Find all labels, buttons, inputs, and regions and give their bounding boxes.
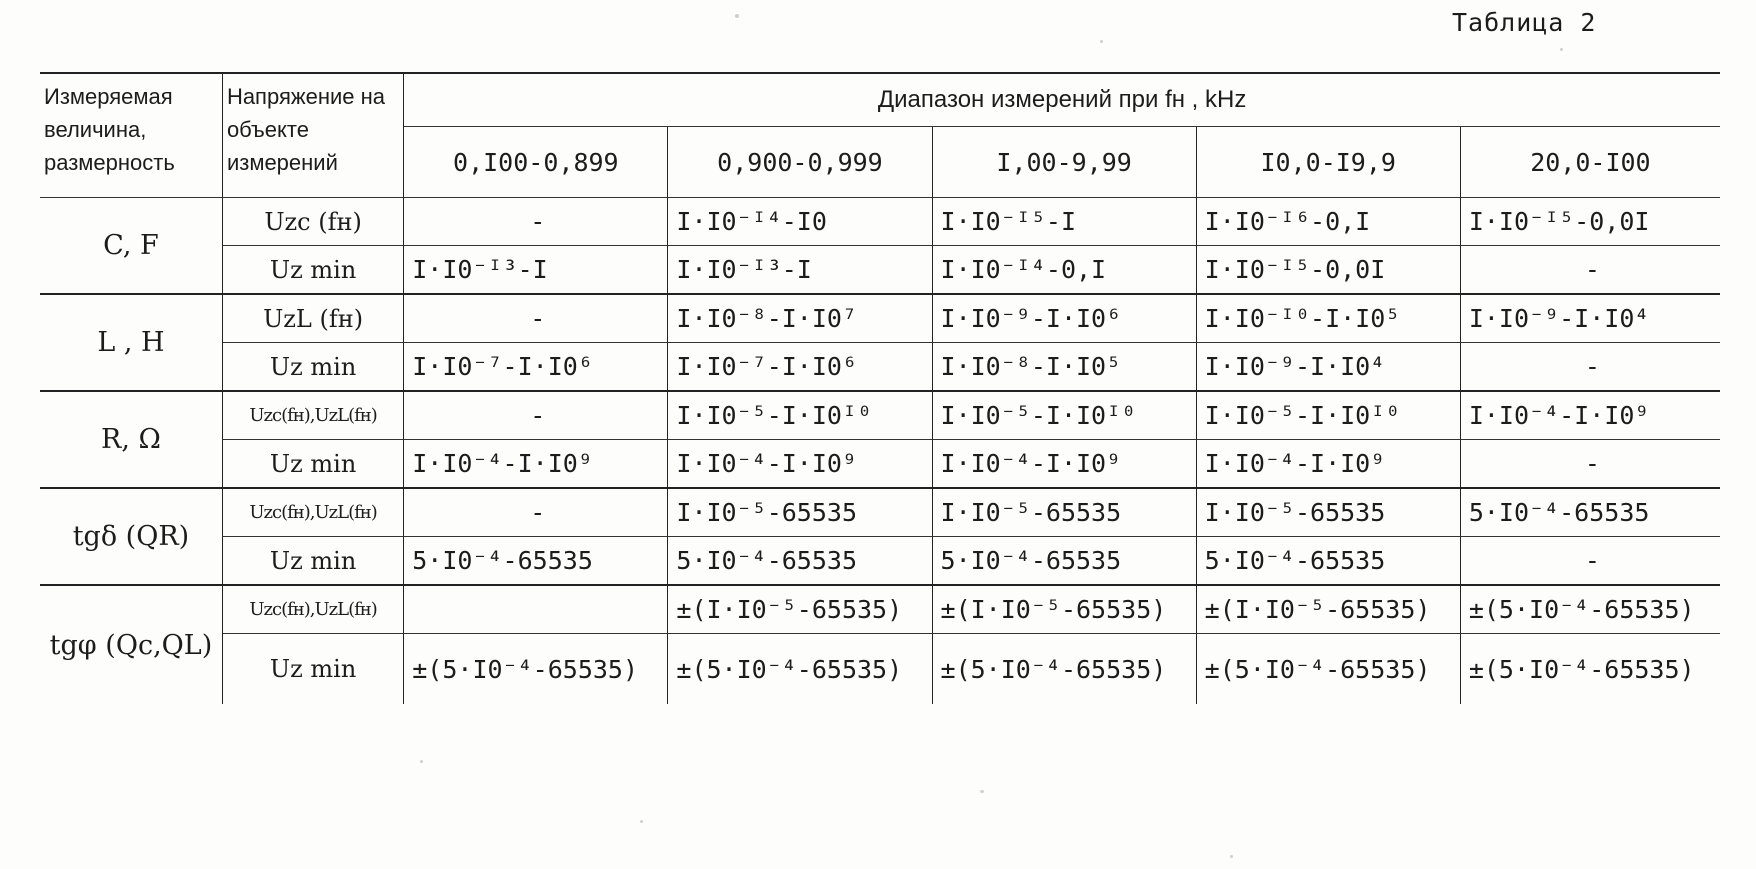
range-value-cell: - (1460, 537, 1720, 586)
quantity-cell: tgφ (Qc,QL) (40, 585, 222, 704)
range-value-cell: ±(5·I0⁻⁴-65535) (404, 634, 668, 705)
range-value-cell: I·I0⁻ᴵ⁵-0,0I (1196, 246, 1460, 295)
range-value-cell: - (404, 198, 668, 246)
range-value-cell: 5·I0⁻⁴-65535 (404, 537, 668, 586)
voltage-condition-cell: Uzc(fн),UzL(fн) (222, 585, 403, 634)
range-value-cell: I·I0⁻⁸-I·I0⁷ (668, 294, 932, 343)
header-quantity: Измеряемая величина, размерность (40, 73, 222, 198)
range-value-cell: - (1460, 440, 1720, 489)
scan-speck (735, 14, 739, 18)
scan-speck (980, 790, 984, 793)
range-value-cell: I·I0⁻ᴵ⁶-0,I (1196, 198, 1460, 246)
band-header: I0,0-I9,9 (1196, 127, 1460, 198)
scan-speck (1560, 48, 1563, 51)
quantity-cell: C, F (40, 198, 222, 295)
range-value-cell: I·I0⁻⁹-I·I0⁴ (1196, 343, 1460, 392)
table-row (40, 343, 1720, 392)
header-row (40, 73, 1720, 127)
range-value-cell: I·I0⁻ᴵ⁴-0,I (932, 246, 1196, 295)
measurement-range-table (40, 72, 1720, 704)
range-value-cell: I·I0⁻ᴵ⁵-0,0I (1460, 198, 1720, 246)
range-value-cell: ±(5·I0⁻⁴-65535) (668, 634, 932, 705)
table-body (40, 73, 1720, 704)
range-value-cell: I·I0⁻ᴵ⁴-I0 (668, 198, 932, 246)
range-value-cell: ±(I·I0⁻⁵-65535) (668, 585, 932, 634)
range-value-cell: I·I0⁻⁴-I·I0⁹ (932, 440, 1196, 489)
range-value-cell: 5·I0⁻⁴-65535 (932, 537, 1196, 586)
range-value-cell: I·I0⁻⁷-I·I0⁶ (404, 343, 668, 392)
range-value-cell: I·I0⁻⁵-65535 (668, 488, 932, 537)
quantity-cell: tgδ (QR) (40, 488, 222, 585)
range-value-cell: I·I0⁻⁴-I·I0⁹ (668, 440, 932, 489)
voltage-condition-cell: Uz min (222, 343, 403, 392)
voltage-condition-cell: Uz min (222, 537, 403, 586)
range-value-cell: I·I0⁻⁵-65535 (1196, 488, 1460, 537)
header-range: Диапазон измерений при fн , kHz (404, 73, 1720, 127)
range-value-cell: I·I0⁻⁵-I·I0ᴵ⁰ (1196, 391, 1460, 440)
range-value-cell: ±(I·I0⁻⁵-65535) (932, 585, 1196, 634)
table-row (40, 440, 1720, 489)
range-value-cell: I·I0⁻⁷-I·I0⁶ (668, 343, 932, 392)
table-row (40, 294, 1720, 343)
range-value-cell: ±(5·I0⁻⁴-65535) (932, 634, 1196, 705)
voltage-condition-cell: Uz min (222, 440, 403, 489)
range-value-cell: ±(5·I0⁻⁴-65535) (1460, 634, 1720, 705)
range-value-cell (404, 585, 668, 634)
voltage-condition-cell: Uz min (222, 246, 403, 295)
range-value-cell: I·I0⁻⁹-I·I0⁴ (1460, 294, 1720, 343)
range-value-cell: I·I0⁻⁴-I·I0⁹ (1460, 391, 1720, 440)
range-value-cell: 5·I0⁻⁴-65535 (668, 537, 932, 586)
scan-speck (420, 760, 423, 763)
range-value-cell: ±(5·I0⁻⁴-65535) (1196, 634, 1460, 705)
range-value-cell: ±(5·I0⁻⁴-65535) (1460, 585, 1720, 634)
range-value-cell: 5·I0⁻⁴-65535 (1460, 488, 1720, 537)
band-header: I,00-9,99 (932, 127, 1196, 198)
range-value-cell: I·I0⁻⁵-I·I0ᴵ⁰ (932, 391, 1196, 440)
table-number-label: Таблица 2 (1452, 8, 1597, 37)
range-value-cell: I·I0⁻⁵-I·I0ᴵ⁰ (668, 391, 932, 440)
scan-speck (640, 820, 643, 823)
table-row (40, 634, 1720, 705)
range-value-cell: - (404, 488, 668, 537)
range-value-cell: 5·I0⁻⁴-65535 (1196, 537, 1460, 586)
scan-speck (1100, 40, 1103, 43)
voltage-condition-cell: Uzc (fн) (222, 198, 403, 246)
table-row (40, 537, 1720, 586)
table-row (40, 488, 1720, 537)
voltage-condition-cell: Uz min (222, 634, 403, 705)
quantity-cell: L , H (40, 294, 222, 391)
range-value-cell: - (1460, 246, 1720, 295)
table-row (40, 391, 1720, 440)
quantity-cell: R, Ω (40, 391, 222, 488)
table-row (40, 246, 1720, 295)
range-value-cell: I·I0⁻ᴵ³-I (404, 246, 668, 295)
band-header: 0,900-0,999 (668, 127, 932, 198)
range-value-cell: ±(I·I0⁻⁵-65535) (1196, 585, 1460, 634)
table-row (40, 585, 1720, 634)
range-value-cell: I·I0⁻ᴵ⁵-I (932, 198, 1196, 246)
voltage-condition-cell: UzL (fн) (222, 294, 403, 343)
voltage-condition-cell: Uzc(fн),UzL(fн) (222, 391, 403, 440)
header-voltage: Напряжение на объекте измерений (222, 73, 403, 198)
band-header: 20,0-I00 (1460, 127, 1720, 198)
band-header: 0,I00-0,899 (404, 127, 668, 198)
range-value-cell: - (1460, 343, 1720, 392)
scan-speck (1230, 855, 1233, 858)
range-value-cell: I·I0⁻⁴-I·I0⁹ (404, 440, 668, 489)
voltage-condition-cell: Uzc(fн),UzL(fн) (222, 488, 403, 537)
range-value-cell: I·I0⁻ᴵ³-I (668, 246, 932, 295)
range-value-cell: I·I0⁻⁴-I·I0⁹ (1196, 440, 1460, 489)
range-value-cell: - (404, 391, 668, 440)
range-value-cell: - (404, 294, 668, 343)
range-value-cell: I·I0⁻⁸-I·I0⁵ (932, 343, 1196, 392)
range-value-cell: I·I0⁻⁹-I·I0⁶ (932, 294, 1196, 343)
range-value-cell: I·I0⁻ᴵ⁰-I·I0⁵ (1196, 294, 1460, 343)
range-value-cell: I·I0⁻⁵-65535 (932, 488, 1196, 537)
table-row (40, 198, 1720, 246)
